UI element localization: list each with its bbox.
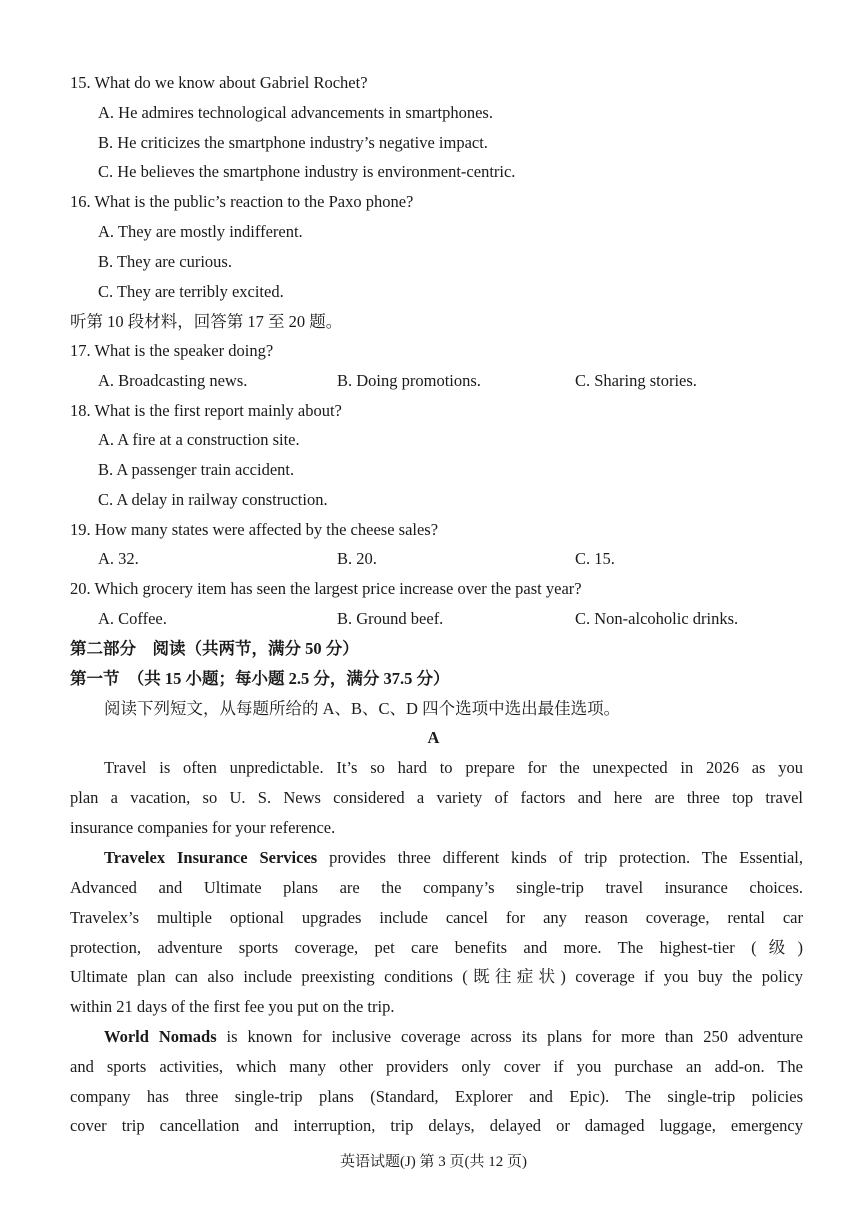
question-19-option-b: B. 20. — [337, 549, 377, 568]
passage-line: cover trip cancellation and interruption, trip delays, delayed or damaged luggage, emergency — [70, 1116, 803, 1135]
question-16-option-b: B. They are curious. — [98, 252, 232, 271]
question-18-option-a: A. A fire at a construction site. — [98, 430, 300, 449]
question-20-option-c: C. Non-alcoholic drinks. — [575, 609, 739, 628]
passage-line: protection, adventure sports coverage, pet care benefits and more. The highest-tier (级) — [70, 938, 803, 957]
question-18-option-c: C. A delay in railway construction. — [98, 490, 328, 509]
question-16-option-c: C. They are terribly excited. — [98, 282, 284, 301]
passage-line: company has three single-trip plans (Standard, Explorer and Epic). The single-trip policies — [70, 1087, 803, 1106]
passage-label: A — [427, 728, 440, 747]
question-19: 19. How many states were affected by the cheese sales? — [70, 520, 439, 539]
page-footer: 英语试题(J) 第 3 页(共 12 页) — [339, 1154, 528, 1170]
passage-line: World Nomads is known for inclusive coverage across its plans for more than 250 adventure — [104, 1027, 803, 1046]
question-16-option-a: A. They are mostly indifferent. — [98, 222, 303, 241]
passage-line: Advanced and Ultimate plans are the company’s single-trip travel insurance choices. — [70, 878, 803, 897]
question-18-option-b: B. A passenger train accident. — [98, 460, 295, 479]
question-20-option-b: B. Ground beef. — [337, 609, 444, 628]
question-19-option-a: A. 32. — [98, 549, 139, 568]
section-10-instruction: 听第 10 段材料，回答第 17 至 20 题。 — [70, 312, 343, 331]
question-15-option-a: A. He admires technological advancements in smartphones. — [98, 103, 493, 122]
passage-line: Travelex’s multiple optional upgrades include cancel for any reason coverage, rental car — [70, 908, 803, 927]
question-17: 17. What is the speaker doing? — [70, 341, 274, 360]
question-17-option-b: B. Doing promotions. — [337, 371, 481, 390]
question-20: 20. Which grocery item has seen the largest price increase over the past year? — [70, 579, 582, 598]
question-15: 15. What do we know about Gabriel Rochet? — [70, 73, 368, 92]
question-19-option-c: C. 15. — [575, 549, 615, 568]
section-1-heading: 第一节 （共 15 小题；每小题 2.5 分，满分 37.5 分） — [70, 669, 450, 688]
passage-line: insurance companies for your reference. — [70, 818, 336, 837]
passage-line: Ultimate plan can also include preexisting conditions (既往症状) coverage if you buy the policy — [70, 967, 803, 986]
question-17-option-c: C. Sharing stories. — [575, 371, 697, 390]
reading-instruction: 阅读下列短文，从每题所给的 A、B、C、D 四个选项中选出最佳选项。 — [104, 699, 621, 718]
question-15-option-b: B. He criticizes the smartphone industry’s negative impact. — [98, 133, 488, 152]
question-18: 18. What is the first report mainly about? — [70, 401, 342, 420]
passage-line: Travelex Insurance Services provides three different kinds of trip protection. The Essential, — [104, 848, 803, 867]
question-16: 16. What is the public’s reaction to the Paxo phone? — [70, 192, 414, 211]
company-name-travelex: Travelex Insurance Services — [104, 848, 318, 867]
question-15-option-c: C. He believes the smartphone industry is environment-centric. — [98, 162, 516, 181]
part-2-heading: 第二部分 阅读（共两节，满分 50 分） — [70, 639, 359, 658]
passage-line: within 21 days of the first fee you put on the trip. — [70, 997, 395, 1016]
question-17-option-a: A. Broadcasting news. — [98, 371, 248, 390]
passage-line: and sports activities, which many other providers only cover if you purchase an add-on. The — [70, 1057, 803, 1076]
company-name-world-nomads: World Nomads — [104, 1027, 217, 1046]
question-20-option-a: A. Coffee. — [98, 609, 167, 628]
passage-line: plan a vacation, so U. S. News considered a variety of factors and here are three top travel — [70, 788, 803, 807]
passage-line: Travel is often unpredictable. It’s so hard to prepare for the unexpected in 2026 as you — [104, 758, 803, 777]
